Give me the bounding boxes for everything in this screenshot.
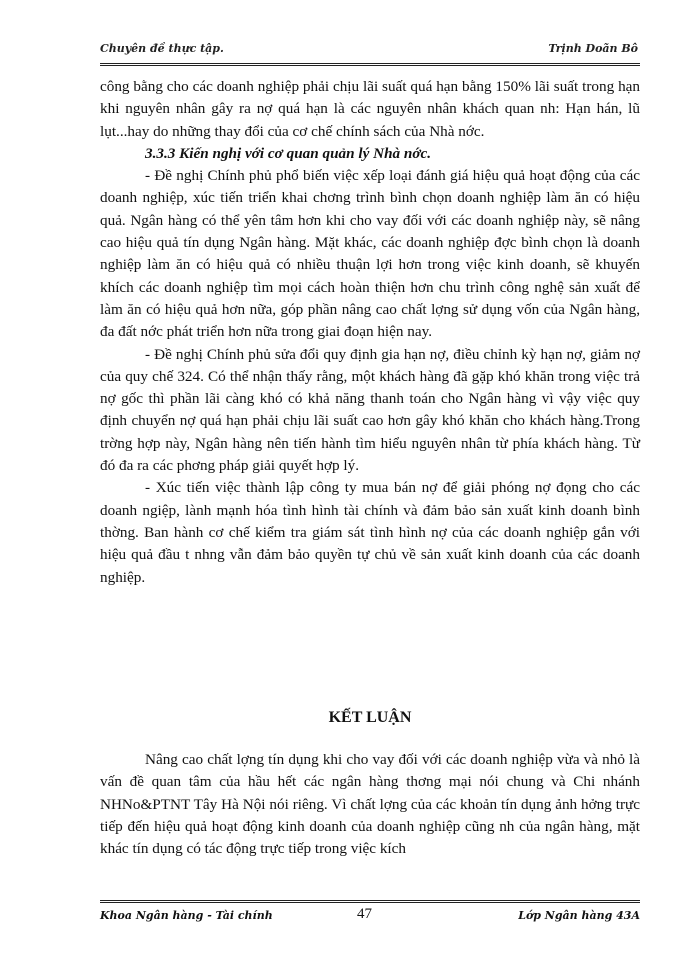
page-header [100, 40, 638, 62]
paragraph-recommendation-2: - Đề nghị Chính phủ sửa đổi quy định gia hạn nợ, điều chỉnh kỳ hạn nợ, giảm nợ của quy chế 324. Có thể nhận thấy rằng, một khách hàng đã gặp khó khăn trong việc trả nợ gốc thì phần lãi càng khó có khả năng thanh toán cho Ngân hàng vì vậy việc quy định chuyển nợ quá hạn phải chịu lãi suất cao hơn gây khó khăn cho khách hàng.Trong trờng hợp này, Ngân hàng nên tiến hành tìm hiểu nguyên nhân từ phía khách hàng. Từ đó đa ra các phơng pháp giải quyết hợp lý. [100, 345, 640, 475]
footer-divider [100, 900, 640, 903]
conclusion-title: KẾT LUẬN [328, 708, 412, 726]
header-author: Trịnh Doãn Bô [548, 42, 638, 55]
paragraph-continuation: công bằng cho các doanh nghiệp phải chịu lãi suất quá hạn bằng 150% lãi suất trong hạn khi nguyên nhân gây ra nợ quá hạn là các nguyên nhân khách quan nh: Hạn hán, lũ lụt...hay do những thay đổi của cơ chế chính sách của Nhà nớc. [100, 78, 640, 140]
page-footer [100, 906, 640, 928]
footer-faculty: Khoa Ngân hàng - Tài chính [100, 909, 273, 922]
header-document-title: Chuyên đề thực tập. [100, 42, 224, 55]
paragraph-recommendation-3: - Xúc tiến việc thành lập công ty mua bán nợ để giải phóng nợ đọng cho các doanh ngiệp, lành mạnh hóa tình hình tài chính và đảm bảo sản xuất kinh doanh bình thờng. Ban hành cơ chế kiểm tra giám sát tình hình nợ của các doanh nghiệp gắn với hiệu quả đầu t nhng vẫn đảm bảo quyền tự chủ về sản xuất kinh doanh của các doanh nghiệp. [100, 479, 640, 586]
paragraph-conclusion: Nâng cao chất lợng tín dụng khi cho vay đối với các doanh nghiệp vừa và nhỏ là vấn đề quan tâm của hầu hết các ngân hàng thơng mại nói chung và Chi nhánh NHNo&PTNT Tây Hà Nội nói riêng. Vì chất lợng của các khoản tín dụng ảnh hởng trực tiếp đến hiệu quả hoạt động kinh doanh của doanh nghiệp cũng nh của ngân hàng, mặt khác tín dụng có tác động trực tiếp trong việc kích [100, 751, 640, 858]
footer-class: Lớp Ngân hàng 43A [518, 909, 640, 922]
section-spacer [100, 589, 640, 707]
page-number: 47 [357, 906, 372, 922]
paragraph-recommendation-1: - Đề nghị Chính phủ phổ biến việc xếp loại đánh giá hiệu quả hoạt động của các doanh nghiệp, xúc tiến triển khai chơng trình bình chọn doanh nghiệp làm ăn có hiệu quả. Ngân hàng có thể yên tâm hơn khi cho vay đối với các doanh nghiệp này, sẽ nâng cao hiệu quả tín dụng Ngân hàng. Mặt khác, các doanh nghiệp đợc bình chọn là doanh nghiệp làm ăn có hiệu quả có nhiều thuận lợi hơn trong việc kinh doanh, sẽ khuyến khích các doanh nghiệp tìm mọi cách hoàn thiện hơn chu trình công nghệ sản xuất để làm ăn có hiệu quả hơn nữa, góp phần nâng cao chất lợng sử dụng vốn của Ngân hàng, đa đất nớc phát triển hơn nữa trong giai đoạn hiện nay. [100, 167, 640, 341]
page-body [100, 76, 640, 861]
section-heading: 3.3.3 Kiến nghị với cơ quan quản lý Nhà nớc. [145, 144, 432, 162]
header-divider [100, 63, 640, 66]
